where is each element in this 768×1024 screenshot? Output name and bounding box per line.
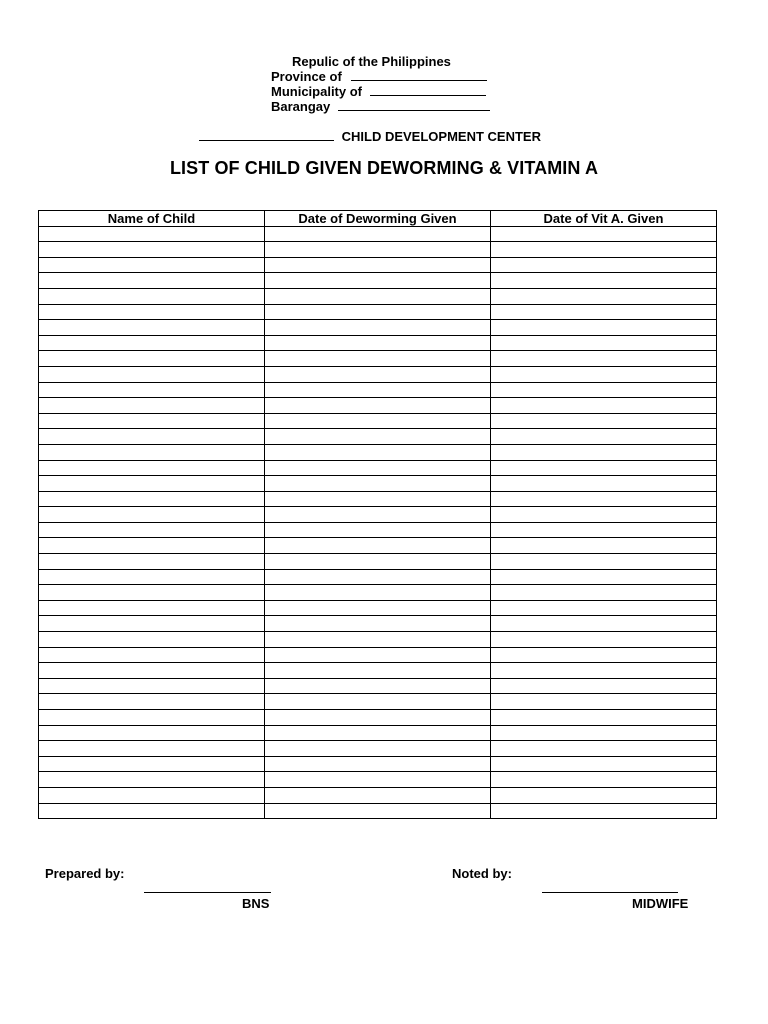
- cell-deworming-date[interactable]: [265, 585, 491, 601]
- cell-deworming-date[interactable]: [265, 226, 491, 242]
- cell-vitamin-a-date[interactable]: [491, 398, 717, 414]
- cell-deworming-date[interactable]: [265, 741, 491, 757]
- table-row: [39, 226, 717, 242]
- cell-name-of-child[interactable]: [39, 226, 265, 242]
- cell-deworming-date[interactable]: [265, 522, 491, 538]
- table-row: [39, 647, 717, 663]
- table-row: [39, 522, 717, 538]
- republic-line: Repulic of the Philippines: [292, 54, 451, 69]
- cell-deworming-date[interactable]: [265, 710, 491, 726]
- cell-name-of-child[interactable]: [39, 678, 265, 694]
- prepared-by-signature-line[interactable]: [144, 892, 271, 893]
- cell-name-of-child[interactable]: [39, 398, 265, 414]
- center-label: CHILD DEVELOPMENT CENTER: [341, 129, 541, 144]
- cell-vitamin-a-date[interactable]: [491, 257, 717, 273]
- cell-deworming-date[interactable]: [265, 554, 491, 570]
- cell-name-of-child[interactable]: [39, 304, 265, 320]
- prepared-by-label: Prepared by:: [45, 866, 125, 881]
- cell-name-of-child[interactable]: [39, 756, 265, 772]
- cell-vitamin-a-date[interactable]: [491, 787, 717, 803]
- cell-vitamin-a-date[interactable]: [491, 522, 717, 538]
- province-line: [271, 69, 487, 84]
- cell-deworming-date[interactable]: [265, 366, 491, 382]
- cell-name-of-child[interactable]: [39, 803, 265, 819]
- cell-deworming-date[interactable]: [265, 335, 491, 351]
- document-title: LIST OF CHILD GIVEN DEWORMING & VITAMIN A: [169, 158, 599, 178]
- cell-vitamin-a-date[interactable]: [491, 288, 717, 304]
- cell-vitamin-a-date[interactable]: [491, 616, 717, 632]
- table-row: [39, 444, 717, 460]
- cell-vitamin-a-date[interactable]: [491, 429, 717, 445]
- cell-name-of-child[interactable]: [39, 460, 265, 476]
- cell-name-of-child[interactable]: [39, 476, 265, 492]
- table-row: [39, 257, 717, 273]
- cell-deworming-date[interactable]: [265, 351, 491, 367]
- column-header-name: Name of Child: [39, 211, 265, 227]
- cell-vitamin-a-date[interactable]: [491, 320, 717, 336]
- cell-deworming-date[interactable]: [265, 632, 491, 648]
- cell-vitamin-a-date[interactable]: [491, 491, 717, 507]
- table-header-row: [39, 211, 717, 227]
- cell-vitamin-a-date[interactable]: [491, 694, 717, 710]
- cell-deworming-date[interactable]: [265, 772, 491, 788]
- table-row: [39, 554, 717, 570]
- noted-by-role: MIDWIFE: [632, 896, 689, 911]
- cell-vitamin-a-date[interactable]: [491, 647, 717, 663]
- cell-deworming-date[interactable]: [265, 242, 491, 258]
- table-row: [39, 600, 717, 616]
- cell-vitamin-a-date[interactable]: [491, 741, 717, 757]
- cell-vitamin-a-date[interactable]: [491, 507, 717, 523]
- cell-vitamin-a-date[interactable]: [491, 413, 717, 429]
- table-row: [39, 787, 717, 803]
- table-row: [39, 413, 717, 429]
- cell-deworming-date[interactable]: [265, 616, 491, 632]
- noted-by-signature-line[interactable]: [542, 892, 678, 893]
- barangay-label: Barangay: [271, 99, 331, 114]
- cell-deworming-date[interactable]: [265, 444, 491, 460]
- prepared-by-role: BNS: [242, 896, 270, 911]
- cell-name-of-child[interactable]: [39, 351, 265, 367]
- cell-vitamin-a-date[interactable]: [491, 273, 717, 289]
- table-row: [39, 304, 717, 320]
- cell-vitamin-a-date[interactable]: [491, 710, 717, 726]
- cell-deworming-date[interactable]: [265, 600, 491, 616]
- cell-name-of-child[interactable]: [39, 585, 265, 601]
- cell-name-of-child[interactable]: [39, 632, 265, 648]
- cell-vitamin-a-date[interactable]: [491, 600, 717, 616]
- table-row: [39, 710, 717, 726]
- cell-deworming-date[interactable]: [265, 538, 491, 554]
- cell-vitamin-a-date[interactable]: [491, 725, 717, 741]
- table-row: [39, 538, 717, 554]
- cell-vitamin-a-date[interactable]: [491, 632, 717, 648]
- cell-name-of-child[interactable]: [39, 413, 265, 429]
- municipality-label: Municipality of: [271, 84, 362, 99]
- cell-deworming-date[interactable]: [265, 460, 491, 476]
- center-name-blank[interactable]: [199, 130, 334, 141]
- cell-deworming-date[interactable]: [265, 491, 491, 507]
- cell-deworming-date[interactable]: [265, 694, 491, 710]
- cell-vitamin-a-date[interactable]: [491, 304, 717, 320]
- cell-vitamin-a-date[interactable]: [491, 538, 717, 554]
- cell-deworming-date[interactable]: [265, 273, 491, 289]
- table-row: [39, 632, 717, 648]
- cell-name-of-child[interactable]: [39, 600, 265, 616]
- cell-deworming-date[interactable]: [265, 756, 491, 772]
- cell-deworming-date[interactable]: [265, 663, 491, 679]
- table-row: [39, 476, 717, 492]
- municipality-line: [271, 84, 486, 99]
- cell-name-of-child[interactable]: [39, 772, 265, 788]
- cell-name-of-child[interactable]: [39, 257, 265, 273]
- cell-name-of-child[interactable]: [39, 725, 265, 741]
- table-row: [39, 741, 717, 757]
- cell-name-of-child[interactable]: [39, 787, 265, 803]
- cell-name-of-child[interactable]: [39, 507, 265, 523]
- column-header-deworming-date: Date of Deworming Given: [265, 211, 491, 227]
- table-row: [39, 398, 717, 414]
- cell-name-of-child[interactable]: [39, 366, 265, 382]
- cell-vitamin-a-date[interactable]: [491, 444, 717, 460]
- cell-deworming-date[interactable]: [265, 803, 491, 819]
- cell-name-of-child[interactable]: [39, 741, 265, 757]
- table-row: [39, 460, 717, 476]
- cell-name-of-child[interactable]: [39, 663, 265, 679]
- table-row: [39, 242, 717, 258]
- cell-deworming-date[interactable]: [265, 288, 491, 304]
- table-row: [39, 382, 717, 398]
- cell-name-of-child[interactable]: [39, 242, 265, 258]
- table-row: [39, 756, 717, 772]
- noted-by-label: Noted by:: [452, 866, 512, 881]
- barangay-blank[interactable]: [338, 100, 490, 111]
- cell-deworming-date[interactable]: [265, 257, 491, 273]
- cell-deworming-date[interactable]: [265, 320, 491, 336]
- table-row: [39, 616, 717, 632]
- cell-vitamin-a-date[interactable]: [491, 772, 717, 788]
- table-row: [39, 366, 717, 382]
- cell-name-of-child[interactable]: [39, 273, 265, 289]
- cell-vitamin-a-date[interactable]: [491, 663, 717, 679]
- cell-vitamin-a-date[interactable]: [491, 382, 717, 398]
- cell-vitamin-a-date[interactable]: [491, 585, 717, 601]
- cell-vitamin-a-date[interactable]: [491, 803, 717, 819]
- table-row: [39, 273, 717, 289]
- table-row: [39, 335, 717, 351]
- cell-deworming-date[interactable]: [265, 787, 491, 803]
- cell-deworming-date[interactable]: [265, 476, 491, 492]
- cell-deworming-date[interactable]: [265, 382, 491, 398]
- cell-name-of-child[interactable]: [39, 444, 265, 460]
- table-row: [39, 288, 717, 304]
- cell-name-of-child[interactable]: [39, 522, 265, 538]
- cell-name-of-child[interactable]: [39, 382, 265, 398]
- table-row: [39, 429, 717, 445]
- cell-vitamin-a-date[interactable]: [491, 554, 717, 570]
- cell-name-of-child[interactable]: [39, 569, 265, 585]
- cell-name-of-child[interactable]: [39, 554, 265, 570]
- cell-deworming-date[interactable]: [265, 569, 491, 585]
- table-row: [39, 585, 717, 601]
- cell-name-of-child[interactable]: [39, 694, 265, 710]
- table-row: [39, 772, 717, 788]
- table-row: [39, 320, 717, 336]
- cell-vitamin-a-date[interactable]: [491, 756, 717, 772]
- table-row: [39, 725, 717, 741]
- cell-name-of-child[interactable]: [39, 320, 265, 336]
- cell-vitamin-a-date[interactable]: [491, 460, 717, 476]
- cell-name-of-child[interactable]: [39, 538, 265, 554]
- cell-name-of-child[interactable]: [39, 288, 265, 304]
- table-body: [39, 226, 717, 819]
- table-row: [39, 694, 717, 710]
- cell-deworming-date[interactable]: [265, 725, 491, 741]
- cell-name-of-child[interactable]: [39, 616, 265, 632]
- municipality-blank[interactable]: [370, 85, 486, 96]
- column-header-vitamin-a-date: Date of Vit A. Given: [491, 211, 717, 227]
- cell-name-of-child[interactable]: [39, 335, 265, 351]
- cell-vitamin-a-date[interactable]: [491, 242, 717, 258]
- cell-deworming-date[interactable]: [265, 429, 491, 445]
- cell-vitamin-a-date[interactable]: [491, 476, 717, 492]
- cell-name-of-child[interactable]: [39, 710, 265, 726]
- table-row: [39, 803, 717, 819]
- cell-deworming-date[interactable]: [265, 647, 491, 663]
- cell-name-of-child[interactable]: [39, 429, 265, 445]
- cell-deworming-date[interactable]: [265, 413, 491, 429]
- cell-vitamin-a-date[interactable]: [491, 351, 717, 367]
- table-row: [39, 678, 717, 694]
- cell-vitamin-a-date[interactable]: [491, 678, 717, 694]
- cell-name-of-child[interactable]: [39, 647, 265, 663]
- cell-vitamin-a-date[interactable]: [491, 366, 717, 382]
- province-blank[interactable]: [351, 70, 487, 81]
- table-row: [39, 507, 717, 523]
- table-row: [39, 351, 717, 367]
- barangay-line: [271, 99, 490, 114]
- cell-name-of-child[interactable]: [39, 491, 265, 507]
- cell-deworming-date[interactable]: [265, 398, 491, 414]
- table-row: [39, 569, 717, 585]
- deworming-table: [38, 210, 717, 819]
- cell-deworming-date[interactable]: [265, 678, 491, 694]
- table-row: [39, 663, 717, 679]
- table-row: [39, 491, 717, 507]
- cell-deworming-date[interactable]: [265, 304, 491, 320]
- cell-deworming-date[interactable]: [265, 507, 491, 523]
- center-line: [199, 129, 541, 144]
- cell-vitamin-a-date[interactable]: [491, 569, 717, 585]
- province-label: Province of: [271, 69, 342, 84]
- cell-vitamin-a-date[interactable]: [491, 226, 717, 242]
- cell-vitamin-a-date[interactable]: [491, 335, 717, 351]
